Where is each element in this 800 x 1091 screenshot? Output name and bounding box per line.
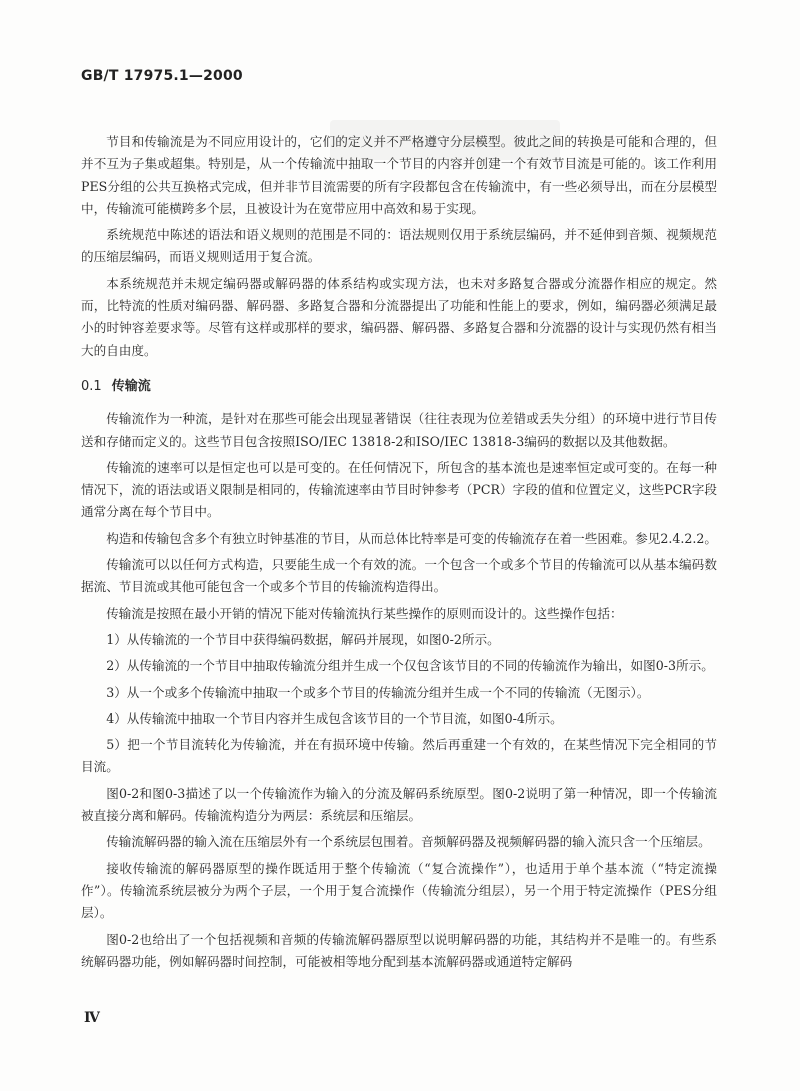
paragraph-2: 系统规范中陈述的语法和语义规则的范围是不同的：语法规则仅用于系统层编码，并不延伸到音频、视频规范的压缩层编码，而语义规则适用于复合流。 [81,227,717,265]
section-title: 传输流 [111,378,151,394]
section-paragraph-1: 传输流作为一种流，是针对在那些可能会出现显著错误（往往表现为位差错或丢失分组）的环境中进行节目传送和存储而定义的。这些节目包含按照ISO/IEC 13818-2和ISO/IEC 13818-3编码的数据以及其他数据。 [81,411,717,449]
list-item-5: 5）把一个节目流转化为传输流，并在有损环境中传输。然后再重建一个有效的，在某些情况下完全相同的节目流。 [81,737,717,775]
page-number: Ⅳ [84,1010,100,1026]
paragraph-3: 本系统规范并未规定编码器或解码器的体系结构或实现方法，也未对多路复合器或分流器作相应的规定。然而，比特流的性质对编码器、解码器、多路复合器和分流器提出了功能和性能上的要求，例如，编码器必须满足最小的时钟容差要求等。尽管有这样或那样的要求，编码器、解码器、多路复合器和分流器的设计与实现仍然有相当大的自由度。 [81,275,717,358]
body-text [81,131,717,973]
section-paragraph-2: 传输流的速率可以是恒定也可以是可变的。在任何情况下，所包含的基本流也是速率恒定或可变的。在每一种情况下，流的语法或语义限制是相同的，传输流速率由节目时钟参考（PCR）字段的值和位置定义，这些PCR字段通常分离在每个节目中。 [81,459,717,520]
document-header: GB/T 17975.1—2000 [81,68,243,84]
section-paragraph-5: 传输流是按照在最小开销的情况下能对传输流执行某些操作的原则而设计的。这些操作包括： [106,605,623,621]
list-item-3: 3）从一个或多个传输流中抽取一个或多个节目的传输流分组并生成一个不同的传输流（无图示）。 [106,684,650,700]
section-heading [81,376,717,398]
section-paragraph-8: 接收传输流的解码器原型的操作既适用于整个传输流（“复合流操作”），也适用于单个基本流（“特定流操作”）。传输流系统层被分为两个子层，一个用于复合流操作（传输流分组层），另一个用于特定流操作（PES分组层）。 [81,860,717,921]
list-item-1: 1）从传输流的一个节目中获得编码数据，解码并展现，如图0-2所示。 [106,631,500,647]
section-paragraph-4: 传输流可以以任何方式构造，只要能生成一个有效的流。一个包含一个或多个节目的传输流可以从基本编码数据流、节目流或其他可能包含一个或多个节目的传输流构造得出。 [81,557,717,595]
list-item-2: 2）从传输流的一个节目中抽取传输流分组并生成一个仅包含该节目的不同的传输流作为输出，如图0-3所示。 [106,658,714,674]
section-paragraph-3: 构造和传输包含多个有独立时钟基准的节目，从而总体比特率是可变的传输流存在着一些困难。参见2.4.2.2。 [106,530,717,546]
section-number: 0.1 [81,378,102,394]
section-paragraph-9: 图0-2也给出了一个包括视频和音频的传输流解码器原型以说明解码器的功能，其结构并不是唯一的。有些系统解码器功能，例如解码器时间控制，可能被相等地分配到基本流解码器或通道特定解码 [81,931,717,969]
list-item-4: 4）从传输流中抽取一个节目内容并生成包含该节目的一个节目流，如图0-4所示。 [106,710,563,726]
paragraph-1: 节目和传输流是为不同应用设计的，它们的定义并不严格遵守分层模型。彼此之间的转换是可能和合理的，但并不互为子集或超集。特别是，从一个传输流中抽取一个节目的内容并创建一个有效节目流是可能的。该工作利用PES分组的公共互换格式完成，但并非节目流需要的所有字段都包含在传输流中，有一些必须导出，而在分层模型中，传输流可能横跨多个层，且被设计为在宽带应用中高效和易于实现。 [81,134,717,216]
section-paragraph-6: 图0-2和图0-3描述了以一个传输流作为输入的分流及解码系统原型。图0-2说明了第一种情况，即一个传输流被直接分离和解码。传输流构造分为两层：系统层和压缩层。 [81,785,717,824]
section-paragraph-7: 传输流解码器的输入流在压缩层外有一个系统层包围着。音频解码器及视频解码器的输入流只含一个压缩层。 [106,834,711,850]
